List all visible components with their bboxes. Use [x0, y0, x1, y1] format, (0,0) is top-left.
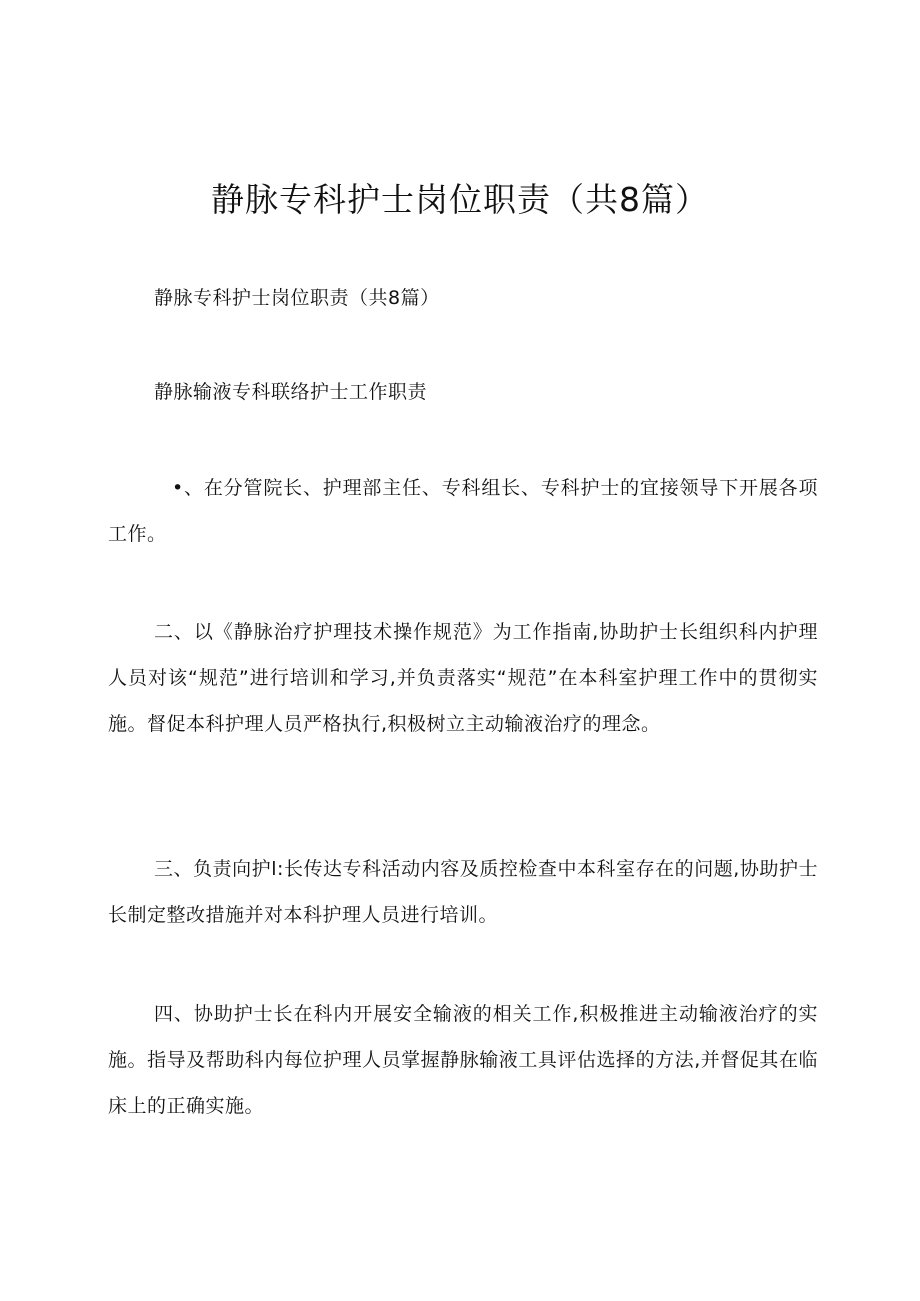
- paragraph-3: 三、负责向护l:长传达专科活动内容及质控检查中本科室存在的问题,协助护士长制定整改措施并对本科护理人员进行培训。: [108, 858, 818, 926]
- paragraph-2: 二、以《静脉治疗护理技术操作规范》为工作指南,协助护士长组织科内护理人员对该“规范”进行培训和学习,并负责落实“规范”在本科室护理工作中的贯彻实施。督促本科护理人员严格执行,积极树立主动输液治疗的理念。: [108, 621, 818, 735]
- paragraph-1: •、在分管院长、护理部主任、专科组长、专科护士的宜接领导下开展各项工作。: [108, 477, 818, 545]
- document-title: 静脉专科护士岗位职责（共8篇）: [211, 180, 709, 219]
- section-heading: 静脉输液专科联络护士工作职责: [154, 381, 428, 403]
- document-subtitle: 静脉专科护士岗位职责（共8篇）: [154, 287, 440, 309]
- paragraph-4: 四、协助护士长在科内开展安全输液的相关工作,积极推进主动输液治疗的实施。指导及帮助科内每位护理人员掌握静脉输液工具评估选择的方法,并督促其在临床上的正确实施。: [108, 1003, 818, 1117]
